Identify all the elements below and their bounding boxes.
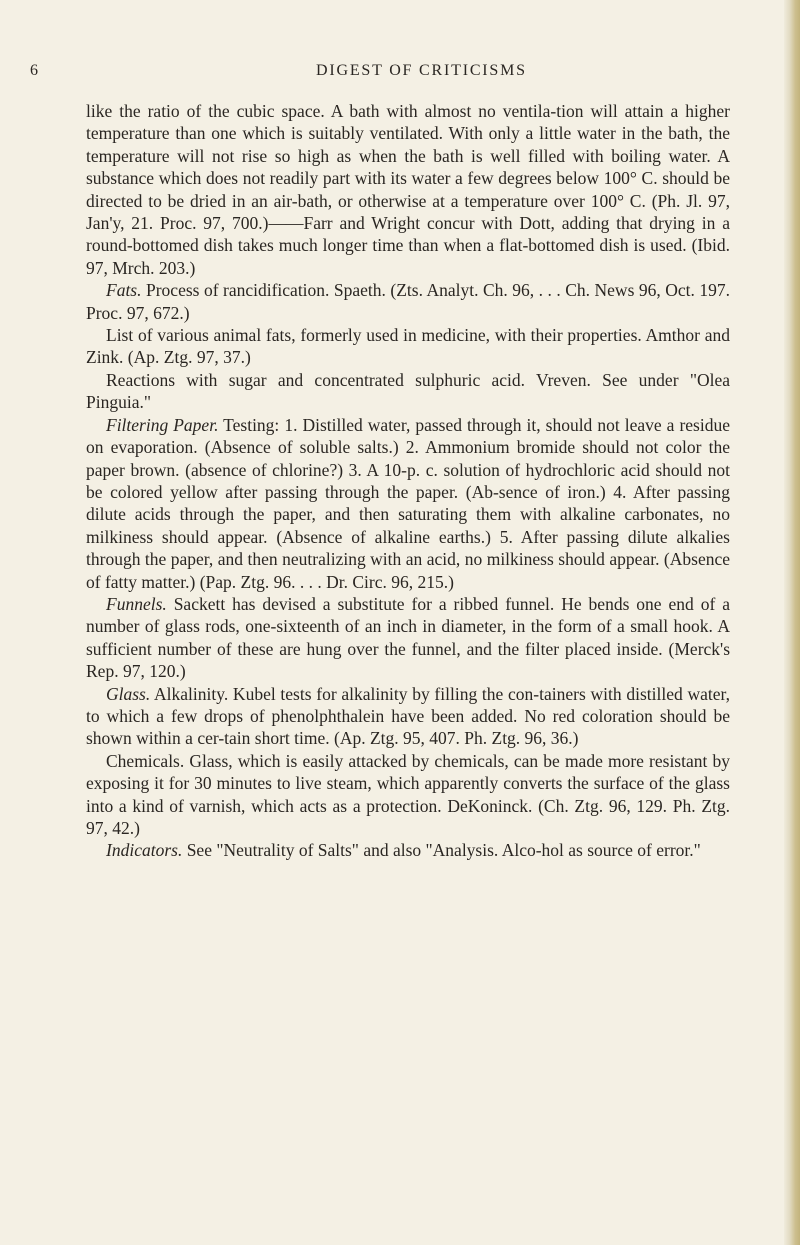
paragraph-text: Process of rancidification. Spaeth. (Zts. Analyt. Ch. 96, . . . Ch. News 96, Oct. 197. Proc. 97, 672.)	[86, 280, 730, 323]
paragraph-text: See "Neutrality of Salts" and also "Analysis. Alco-hol as source of error."	[182, 840, 701, 861]
entry-heading-indicators: Indicators.	[106, 840, 183, 861]
paragraph-chemicals	[86, 750, 730, 840]
entry-heading-glass: Glass.	[106, 683, 151, 704]
paragraph-text: Testing: 1. Distilled water, passed through it, should not leave a residue on evaporation. (Absence of soluble salts.) 2. Ammonium bromide should not color the paper brown. (absence of chlorine?) 3. A 10-p. c. solution of hydrochloric acid should not be colored yellow after passing through the paper. (Ab-sence of iron.) 4. After passing dilute acids through the paper, and then saturating them with alkaline carbonates, no milkiness should appear. (Absence of alkaline earths.) 5. After passing dilute alkalies through the paper, and then neutralizing with an acid, no milkiness should appear. (Absence of fatty matter.) (Pap. Ztg. 96. . . . Dr. Circ. 96, 215.)	[86, 414, 730, 592]
paragraph-glass	[86, 683, 730, 750]
paragraph-indicators	[86, 839, 730, 861]
paragraph-filtering-paper	[86, 414, 730, 593]
paragraph-funnels	[86, 593, 730, 683]
paragraph-fats	[86, 279, 730, 324]
paragraph-animal-fats	[86, 324, 730, 369]
paragraph-text: Reactions with sugar and concentrated sulphuric acid. Vreven. See under "Olea Pinguia."	[86, 369, 730, 413]
paragraph-reactions	[86, 369, 730, 414]
entry-heading-fats: Fats.	[106, 280, 142, 301]
paragraph-text: like the ratio of the cubic space. A bath with almost no ventila-tion will attain a higher temperature than one which is suitably ventilated. With only a little water in the bath, the temperature will not rise so high as when the bath is well filled with boiling water. A substance which does not readily part with its water a few degrees below 100° C. should be directed to be dried in an air-bath, or otherwise at a temperature over 100° C. (Ph. Jl. 97, Jan'y, 21. Proc. 97, 700.)——Farr and Wright concur with Dott, adding that drying in a round-bottomed dish takes much longer time than when a flat-bottomed dish is used. (Ibid. 97, Mrch. 203.)	[86, 101, 730, 278]
running-head: DIGEST OF CRITICISMS	[316, 62, 527, 79]
entry-heading-funnels: Funnels.	[106, 593, 167, 614]
paragraph-dessication-continued	[86, 100, 730, 279]
page-edge-shadow	[784, 0, 800, 1245]
entry-heading-filtering-paper: Filtering Paper.	[106, 414, 219, 435]
paragraph-text: Sackett has devised a substitute for a ribbed funnel. He bends one end of a number of glass rods, one-sixteenth of an inch in diameter, in the form of a small hook. A sufficient number of these are hung over the funnel, and the filter placed inside. (Merck's Rep. 97, 120.)	[86, 593, 730, 682]
page-header	[0, 62, 800, 84]
body-text	[86, 100, 730, 862]
page-number: 6	[30, 62, 39, 79]
paragraph-text: Chemicals. Glass, which is easily attacked by chemicals, can be made more resistant by exposing it for 30 minutes to live steam, which apparently converts the surface of the glass into a kind of varnish, which acts as a protection. DeKoninck. (Ch. Ztg. 96, 129. Ph. Ztg. 97, 42.)	[86, 750, 730, 838]
paragraph-text: List of various animal fats, formerly used in medicine, with their properties. Amthor and Zink. (Ap. Ztg. 97, 37.)	[86, 325, 730, 368]
paragraph-text: Alkalinity. Kubel tests for alkalinity by filling the con-tainers with distilled water, to which a few drops of phenolphthalein have been added. No red coloration should be shown within a cer-tain short time. (Ap. Ztg. 95, 407. Ph. Ztg. 96, 36.)	[86, 683, 730, 749]
